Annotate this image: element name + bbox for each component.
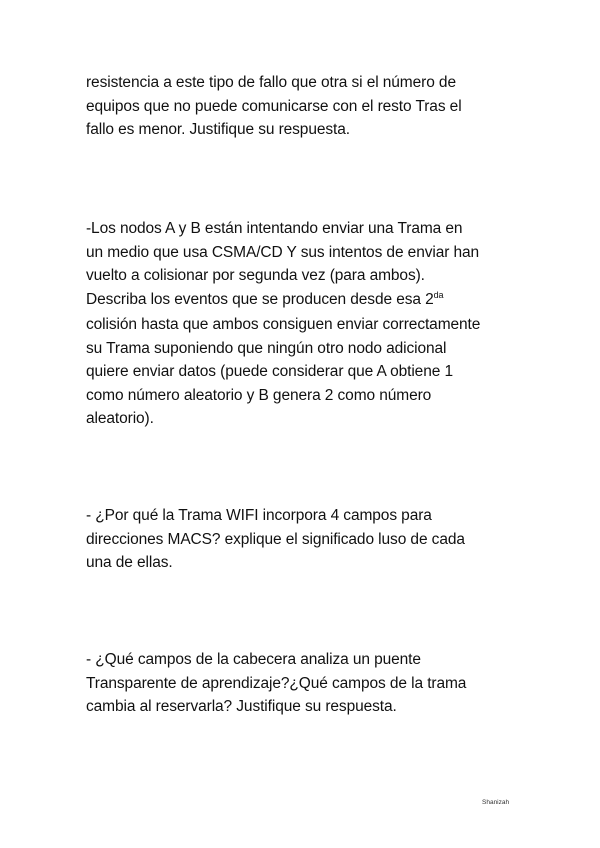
text-line: - ¿Qué campos de la cabecera analiza un puente	[86, 651, 421, 668]
ordinal-superscript: da	[433, 289, 444, 300]
question-transparent-bridge	[86, 648, 526, 719]
text-line: colisión hasta que ambos consiguen enviar correctamente	[86, 316, 481, 333]
question-csma-cd	[86, 217, 526, 431]
text-line: aleatorio).	[86, 410, 154, 427]
text-line: resistencia a este tipo de fallo que otra si el número de	[86, 74, 456, 91]
intro-paragraph	[86, 71, 526, 142]
text-line: fallo es menor. Justifique su respuesta.	[86, 121, 350, 138]
text-line: un medio que usa CSMA/CD Y sus intentos de enviar han	[86, 243, 480, 261]
text-line: direcciones MACS? explique el significado luso de cada	[86, 530, 465, 548]
text-segment: Describa los eventos que se producen desde esa 2	[86, 290, 434, 308]
text-line: vuelto a colisionar por segunda vez (para ambos).	[86, 267, 425, 284]
text-line: cambia al reservarla? Justifique su respuesta.	[86, 698, 397, 715]
text-line: una de ellas.	[86, 554, 173, 571]
text-line: -Los nodos A y B están intentando enviar una Trama en	[86, 220, 463, 237]
text-line: quiere enviar datos (puede considerar que A obtiene 1	[86, 363, 453, 380]
text-line-with-superscript	[86, 288, 526, 314]
question-wifi-frame	[86, 504, 526, 575]
text-line: equipos que no puede comunicarse con el resto Tras el	[86, 97, 462, 115]
text-line: - ¿Por qué la Trama WIFI incorpora 4 campos para	[86, 507, 432, 524]
text-line: su Trama suponiendo que ningún otro nodo adicional	[86, 339, 447, 357]
text-line: como número aleatorio y B genera 2 como número	[86, 386, 432, 404]
text-line: Transparente de aprendizaje?¿Qué campos de la trama	[86, 674, 467, 692]
footer-watermark: Shanizah	[482, 799, 510, 806]
